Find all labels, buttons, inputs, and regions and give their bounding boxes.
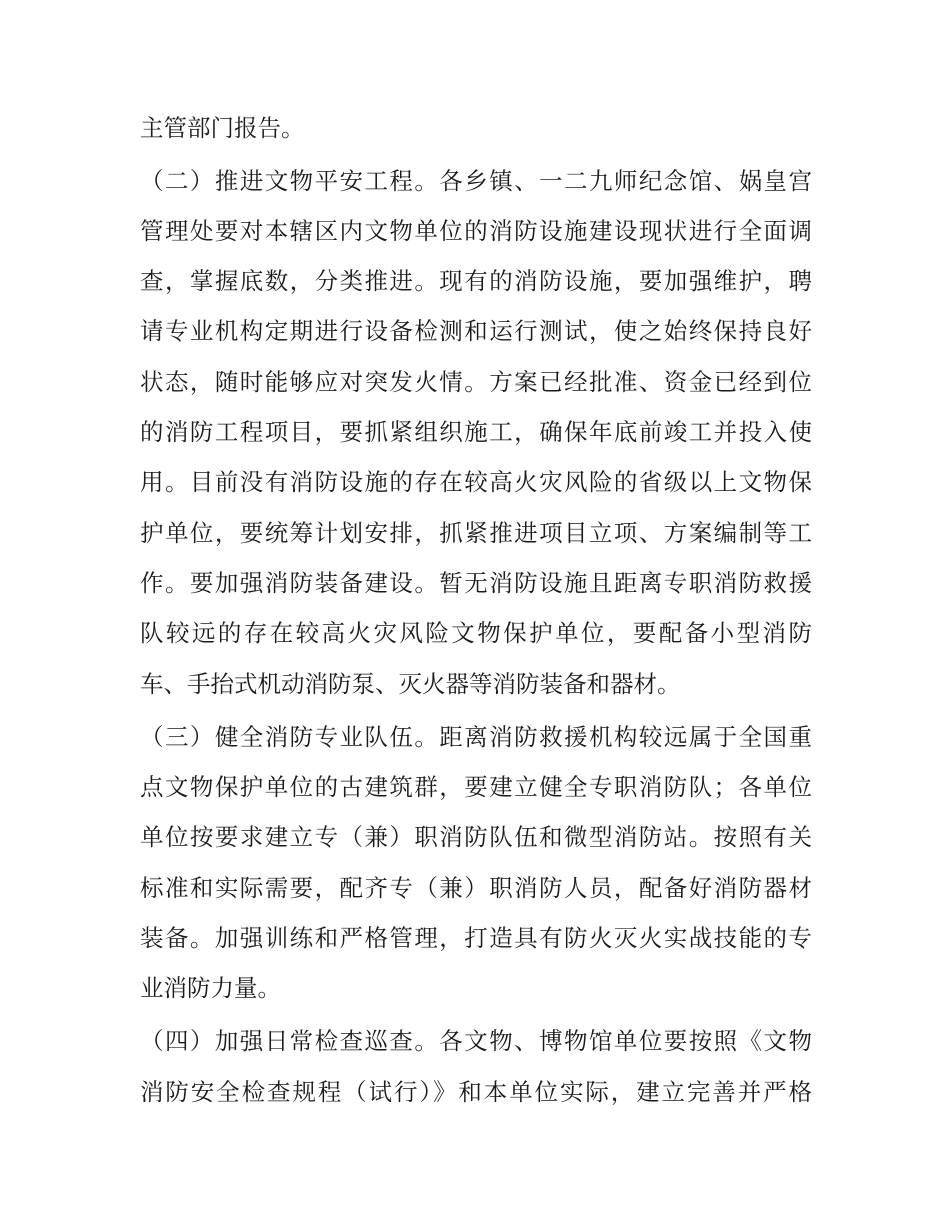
text-line: 用。目前没有消防设施的存在较高火灾风险的省级以上文物保 bbox=[140, 468, 812, 496]
section-heading-line: （四）加强日常检查巡查。各文物、博物馆单位要按照《文物 bbox=[140, 1027, 812, 1055]
text-line: 点文物保护单位的古建筑群，要建立健全专职消防队；各单位 bbox=[140, 773, 812, 801]
text-line: 管理处要对本辖区内文物单位的消防设施建设现状进行全面调 bbox=[140, 217, 812, 245]
text-line: 护单位，要统筹计划安排，抓紧推进项目立项、方案编制等工 bbox=[140, 519, 812, 547]
text-line: 队较远的存在较高火灾风险文物保护单位，要配备小型消防 bbox=[140, 619, 812, 647]
text-line: 状态，随时能够应对突发火情。方案已经批准、资金已经到位 bbox=[140, 368, 812, 396]
section-heading-line: （三）健全消防专业队伍。距离消防救援机构较远属于全国重 bbox=[140, 723, 812, 751]
text-line: 标准和实际需要，配齐专（兼）职消防人员，配备好消防器材 bbox=[140, 874, 812, 902]
text-line: 查，掌握底数，分类推进。现有的消防设施，要加强维护，聘 bbox=[140, 267, 812, 295]
text-line: 的消防工程项目，要抓紧组织施工，确保年底前竣工并投入使 bbox=[140, 418, 812, 446]
text-line: 消防安全检查规程（试行）》和本单位实际，建立完善并严格 bbox=[140, 1078, 812, 1106]
text-line: 业消防力量。 bbox=[140, 974, 281, 1002]
text-line: 车、手抬式机动消防泵、灭火器等消防装备和器材。 bbox=[140, 670, 681, 698]
text-line: 作。要加强消防装备建设。暂无消防设施且距离专职消防救援 bbox=[140, 569, 812, 597]
text-line: 请专业机构定期进行设备检测和运行测试，使之始终保持良好 bbox=[140, 317, 812, 345]
text-line: 单位按要求建立专（兼）职消防队伍和微型消防站。按照有关 bbox=[140, 823, 812, 851]
text-line: 装备。加强训练和严格管理，打造具有防火灭火实战技能的专 bbox=[140, 924, 812, 952]
section-heading-line: （二）推进文物平安工程。各乡镇、一二九师纪念馆、娲皇宫 bbox=[140, 167, 812, 195]
text-line: 主管部门报告。 bbox=[140, 114, 305, 142]
